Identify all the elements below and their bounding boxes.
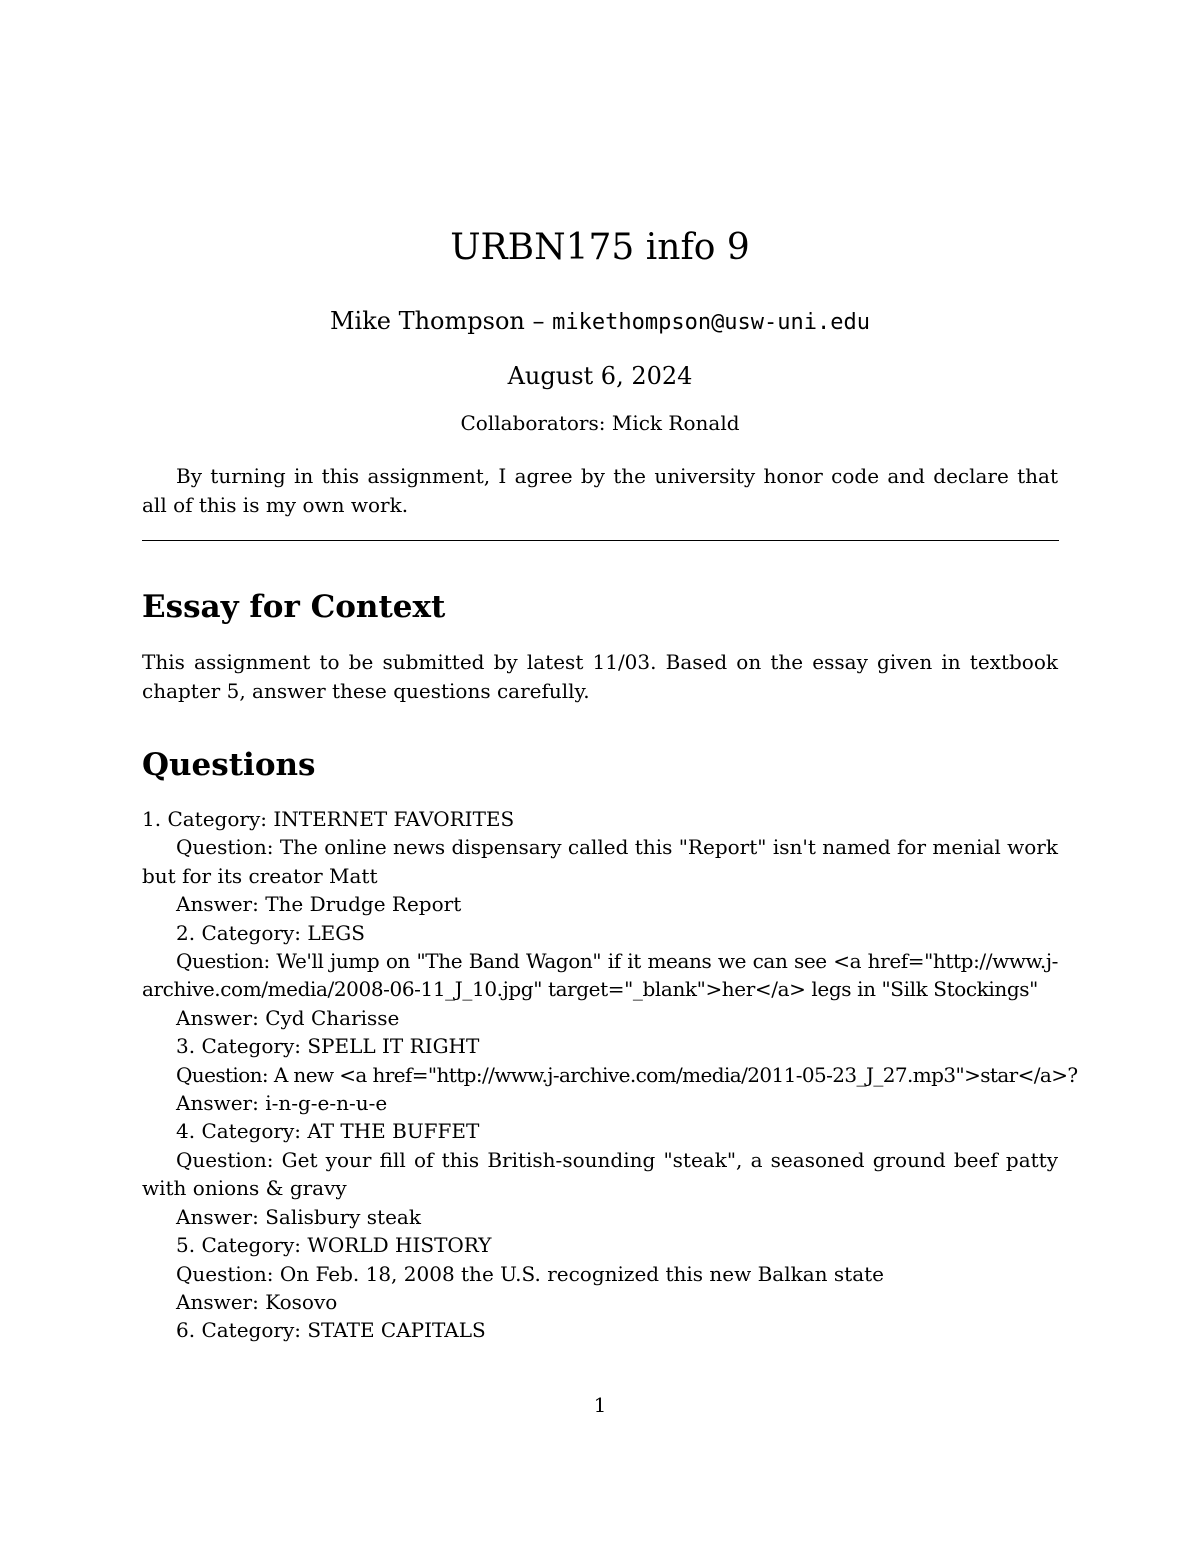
question-text-2: Question: We'll jump on "The Band Wagon" if it means we can see <a href="http://www.j-archive.com/media/2008-06-11_J_10.jpg" target="_blank">her</a> legs in "Silk Stockings" (142, 949, 1058, 1002)
collaborators-line: Collaborators: Mick Ronald (460, 411, 740, 435)
essay-body: This assignment to be submitted by latest 11/03. Based on the essay given in textbook chapter 5, answer these questions carefully. (142, 650, 1058, 703)
document-title: URBN175 info 9 (450, 227, 750, 268)
question-category-3: 3. Category: SPELL IT RIGHT (176, 1034, 480, 1059)
question-text-3: Question: A new <a href="http://www.j-archive.com/media/2011-05-23_J_27.mp3">star</a>? (176, 1062, 1078, 1087)
author-line (0, 306, 1200, 338)
section-heading-essay: Essay for Context (142, 589, 446, 625)
section-heading-questions: Questions (142, 747, 316, 783)
question-category-5: 5. Category: WORLD HISTORY (176, 1233, 492, 1258)
page-number: 1 (593, 1393, 607, 1417)
honor-statement: By turning in this assignment, I agree by the university honor code and declare that all of this is my own work. (142, 464, 1058, 517)
question-answer-3: Answer: i-n-g-e-n-u-e (176, 1091, 388, 1116)
author-separator: – (524, 307, 553, 335)
question-text-4: Question: Get your fill of this British-sounding "steak", a seasoned ground beef patty with onions & gravy (142, 1147, 1058, 1201)
question-category-2: 2. Category: LEGS (176, 920, 365, 945)
horizontal-divider (142, 540, 1059, 541)
question-category-4: 4. Category: AT THE BUFFET (176, 1119, 480, 1144)
document-date: August 6, 2024 (507, 362, 693, 390)
question-answer-2: Answer: Cyd Charisse (176, 1005, 400, 1030)
question-list (142, 805, 1078, 1345)
question-category-1: 1. Category: INTERNET FAVORITES (142, 807, 515, 831)
author-email: mikethompson@usw-uni.edu (552, 310, 871, 335)
question-text-5: Question: On Feb. 18, 2008 the U.S. recognized this new Balkan state (176, 1261, 884, 1286)
question-category-6: 6. Category: STATE CAPITALS (176, 1318, 486, 1343)
author-name: Mike Thompson (329, 307, 525, 335)
question-answer-5: Answer: Kosovo (176, 1289, 338, 1314)
question-text-1: Question: The online news dispensary called this "Report" isn't named for menial work but for its creator Matt (142, 835, 1058, 888)
question-answer-4: Answer: Salisbury steak (176, 1204, 421, 1229)
question-answer-1: Answer: The Drudge Report (176, 892, 462, 917)
